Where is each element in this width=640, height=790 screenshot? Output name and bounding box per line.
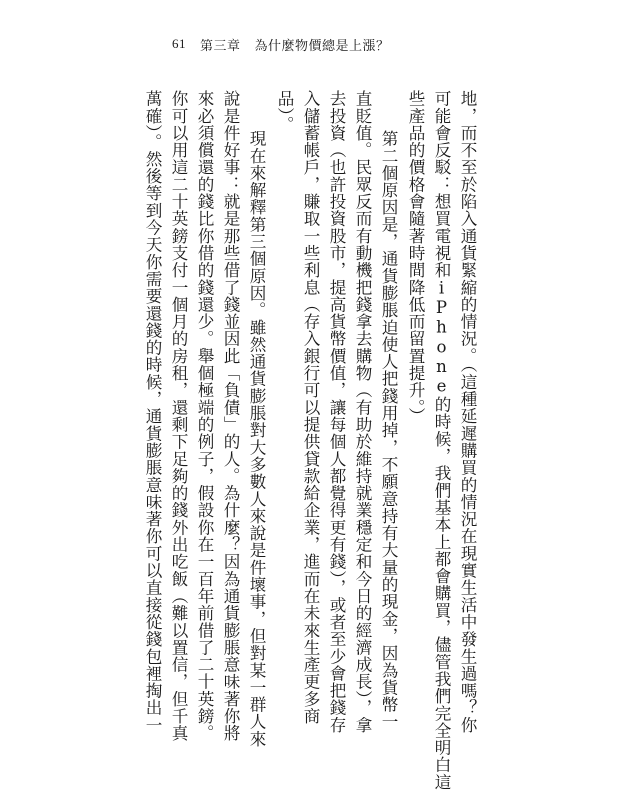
text-column: 萬確）。然後等到今天你需要還錢的時候，通貨膨脹意味著你可以直接從錢包裡掏出一 [143,90,162,734]
text-column: 你可以用這二十英鎊支付一個月的房租，還剩下足夠的錢外出吃飯（難以置信，但千真 [169,90,188,742]
chapter-title: 為什麼物價總是上漲？ [254,38,390,54]
text-column: 去投資（也許投資股市，提高貨幣價值，讓每個人都覺得更有錢），或者至少會把錢存 [327,90,346,734]
text-column: 第二個原因是，通貨膨脹迫使人把錢用掉，不願意持有大量的現金，因為貨幣一 [379,130,398,731]
text-column: 來必須償還的錢比你借的錢還少。舉個極端的例子，假設你在一百年前借了二十英鎊。 [195,90,214,742]
text-column: 說是件好事：就是那些借了錢並因此「負債」的人。為什麼？因為通貨膨脹意味著你將 [221,90,240,742]
text-column: 入儲蓄帳戶，賺取一些利息（存入銀行可以提供貸款給企業，進而在未來生產更多商 [301,90,320,725]
vertical-body-text [0,90,640,790]
text-column: 可能會反駁：想買電視和iPhone的時候，我們基本上都會購買，儘管我們完全明白這 [432,90,451,790]
text-column: 品）。 [275,90,294,134]
text-column: 地，而不至於陷入通貨緊縮的情況。（這種延遲購買的情況在現實生活中發生過嗎？你 [458,90,477,734]
text-column: 些產品的價格會隨著時間降低而留置提升。） [406,90,425,425]
running-header [172,34,390,54]
text-column: 現在來解釋第三個原因。雖然通貨膨脹對大多數人來說是件壞事，但對某一群人來 [247,130,266,748]
page-number: 61 [172,36,186,51]
text-column: 直貶值。民眾反而有動機把錢拿去購物（有助於維持就業穩定和今日的經濟成長），拿 [353,90,372,734]
chapter-label: 第三章 [200,38,241,54]
